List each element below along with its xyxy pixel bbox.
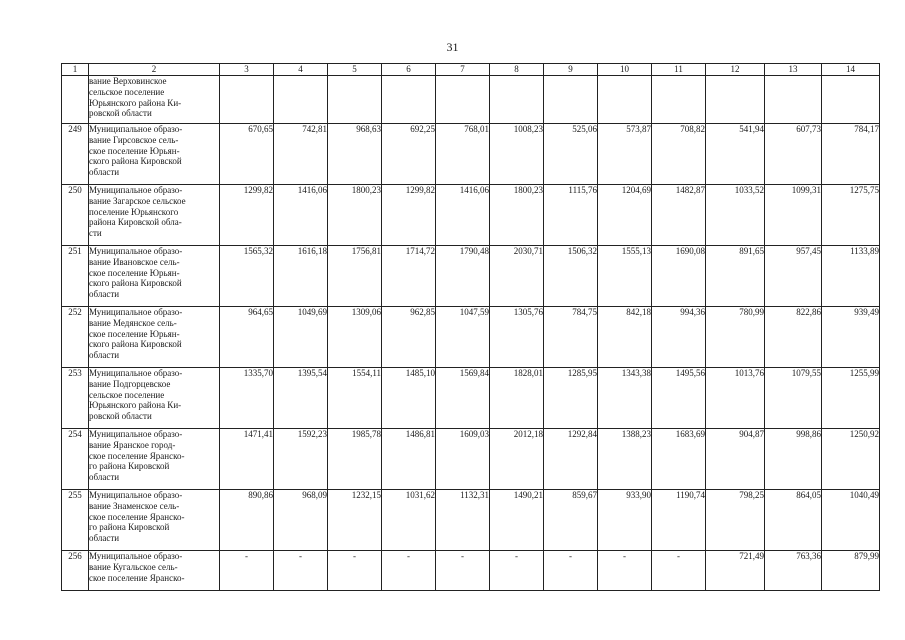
municipality-name-line: области — [89, 289, 120, 300]
value-cell-col-10: 1343,38 — [598, 368, 652, 429]
municipality-name — [89, 307, 220, 368]
column-header-7: 7 — [436, 64, 490, 76]
table-row — [62, 429, 880, 490]
value-cell-col-7: 1790,48 — [436, 246, 490, 307]
value-cell-col-13 — [765, 76, 822, 124]
value-cell-col-5: - — [328, 551, 382, 591]
value-cell-col-7: - — [436, 551, 490, 591]
column-header-1: 1 — [62, 64, 89, 76]
municipality-name — [89, 76, 220, 124]
table-header — [62, 64, 880, 76]
column-header-12: 12 — [706, 64, 765, 76]
value-cell-col-13: 998,86 — [765, 429, 822, 490]
municipality-name — [89, 490, 220, 551]
value-cell-col-5: 968,63 — [328, 124, 382, 185]
value-cell-col-8: 2012,18 — [490, 429, 544, 490]
value-cell-col-11: 1495,56 — [652, 368, 706, 429]
value-cell-col-5: 1800,23 — [328, 185, 382, 246]
value-cell-col-6: 1714,72 — [382, 246, 436, 307]
column-header-4: 4 — [274, 64, 328, 76]
value-cell-col-7 — [436, 76, 490, 124]
value-cell-col-6 — [382, 76, 436, 124]
municipality-name-line: ское поселение Яранско- — [89, 450, 185, 461]
value-cell-col-3 — [220, 76, 274, 124]
value-cell-col-3: 670,65 — [220, 124, 274, 185]
municipality-name — [89, 124, 220, 185]
value-cell-col-9: 525,06 — [544, 124, 598, 185]
value-cell-col-12: 1033,52 — [706, 185, 765, 246]
value-cell-col-5 — [328, 76, 382, 124]
value-cell-col-3: 1565,32 — [220, 246, 274, 307]
value-cell-col-6: 1299,82 — [382, 185, 436, 246]
municipality-name-line: вание Подгорцевское — [89, 378, 171, 389]
value-cell-col-7: 1416,06 — [436, 185, 490, 246]
value-cell-col-4: 1416,06 — [274, 185, 328, 246]
municipality-name-line: ское поселение Яранско- — [89, 511, 185, 522]
column-header-13: 13 — [765, 64, 822, 76]
table-row — [62, 246, 880, 307]
column-header-9: 9 — [544, 64, 598, 76]
value-cell-col-10: 933,90 — [598, 490, 652, 551]
municipality-name-line: поселение Юрьянского — [89, 206, 179, 217]
column-header-10: 10 — [598, 64, 652, 76]
municipality-name-line: ского района Кировской — [89, 278, 182, 289]
table-row — [62, 551, 880, 591]
value-cell-col-7: 1047,59 — [436, 307, 490, 368]
value-cell-col-3: 1471,41 — [220, 429, 274, 490]
table-row — [62, 185, 880, 246]
column-header-3: 3 — [220, 64, 274, 76]
value-cell-col-13: 822,86 — [765, 307, 822, 368]
value-cell-col-8: 1800,23 — [490, 185, 544, 246]
value-cell-col-10: 1555,13 — [598, 246, 652, 307]
municipality-name-line: Муниципальное образо- — [89, 185, 183, 195]
municipality-name-line: сти — [89, 228, 102, 239]
value-cell-col-10: 1388,23 — [598, 429, 652, 490]
value-cell-col-14: 784,17 — [822, 124, 880, 185]
value-cell-col-4: 1592,23 — [274, 429, 328, 490]
value-cell-col-7: 768,01 — [436, 124, 490, 185]
header-row — [62, 64, 880, 76]
row-number: 255 — [62, 490, 89, 551]
value-cell-col-3: 964,65 — [220, 307, 274, 368]
value-cell-col-5: 1985,78 — [328, 429, 382, 490]
row-number: 249 — [62, 124, 89, 185]
value-cell-col-4: 1395,54 — [274, 368, 328, 429]
table-row — [62, 124, 880, 185]
value-cell-col-12: 798,25 — [706, 490, 765, 551]
municipality-name-line: ское поселение Яранско- — [89, 572, 185, 583]
table-row — [62, 490, 880, 551]
value-cell-col-9 — [544, 76, 598, 124]
municipality-name-line: сельское поселение — [89, 86, 165, 97]
value-cell-col-8: 1490,21 — [490, 490, 544, 551]
value-cell-col-8: 1305,76 — [490, 307, 544, 368]
value-cell-col-9: - — [544, 551, 598, 591]
municipality-name-line: ского района Кировской — [89, 156, 182, 167]
municipality-name-line: вание Кугальское сель- — [89, 561, 178, 572]
value-cell-col-7: 1609,03 — [436, 429, 490, 490]
municipality-name-line: Муниципальное образо- — [89, 490, 183, 500]
value-cell-col-14: 1133,89 — [822, 246, 880, 307]
row-number: 253 — [62, 368, 89, 429]
value-cell-col-11: 1690,08 — [652, 246, 706, 307]
value-cell-col-10: 842,18 — [598, 307, 652, 368]
value-cell-col-3: 1299,82 — [220, 185, 274, 246]
value-cell-col-9: 1115,76 — [544, 185, 598, 246]
value-cell-col-10: 1204,69 — [598, 185, 652, 246]
value-cell-col-5: 1309,06 — [328, 307, 382, 368]
value-cell-col-5: 1554,11 — [328, 368, 382, 429]
municipality-name-line: Муниципальное образо- — [89, 307, 183, 317]
value-cell-col-9: 1285,95 — [544, 368, 598, 429]
value-cell-col-14: 1040,49 — [822, 490, 880, 551]
value-cell-col-14 — [822, 76, 880, 124]
value-cell-col-6: 1485,10 — [382, 368, 436, 429]
value-cell-col-5: 1232,15 — [328, 490, 382, 551]
value-cell-col-11: 994,36 — [652, 307, 706, 368]
value-cell-col-14: 879,99 — [822, 551, 880, 591]
value-cell-col-13: 607,73 — [765, 124, 822, 185]
value-cell-col-11: 708,82 — [652, 124, 706, 185]
municipality-name-line: ское поселение Юрьян- — [89, 145, 180, 156]
row-number: 251 — [62, 246, 89, 307]
value-cell-col-7: 1132,31 — [436, 490, 490, 551]
value-cell-col-3: 1335,70 — [220, 368, 274, 429]
column-header-5: 5 — [328, 64, 382, 76]
municipality-name-line: Муниципальное образо- — [89, 368, 183, 378]
value-cell-col-11: - — [652, 551, 706, 591]
municipality-name — [89, 246, 220, 307]
municipality-name — [89, 551, 220, 591]
value-cell-col-9: 1506,32 — [544, 246, 598, 307]
value-cell-col-11 — [652, 76, 706, 124]
value-cell-col-4 — [274, 76, 328, 124]
municipality-name-line: области — [89, 472, 120, 483]
municipality-name-line: вание Гирсовское сель- — [89, 134, 179, 145]
value-cell-col-12: 721,49 — [706, 551, 765, 591]
row-number: 252 — [62, 307, 89, 368]
value-cell-col-13: 957,45 — [765, 246, 822, 307]
value-cell-col-4: 1616,18 — [274, 246, 328, 307]
value-cell-col-7: 1569,84 — [436, 368, 490, 429]
municipality-name-line: вание Знаменское сель- — [89, 500, 180, 511]
value-cell-col-6: 1031,62 — [382, 490, 436, 551]
municipality-name-line: Муниципальное образо- — [89, 246, 183, 256]
value-cell-col-14: 1275,75 — [822, 185, 880, 246]
municipality-name-line: вание Верховинское — [89, 76, 167, 86]
value-cell-col-13: 763,36 — [765, 551, 822, 591]
value-cell-col-6: - — [382, 551, 436, 591]
value-cell-col-4: 1049,69 — [274, 307, 328, 368]
value-cell-col-4: 742,81 — [274, 124, 328, 185]
table-body — [62, 76, 880, 591]
municipality-name-line: ское поселение Юрьян- — [89, 328, 180, 339]
value-cell-col-6: 692,25 — [382, 124, 436, 185]
value-cell-col-11: 1190,74 — [652, 490, 706, 551]
value-cell-col-4: - — [274, 551, 328, 591]
municipality-name-line: Муниципальное образо- — [89, 429, 183, 439]
municipality-name-line: Муниципальное образо- — [89, 551, 183, 561]
row-number: 250 — [62, 185, 89, 246]
value-cell-col-11: 1482,87 — [652, 185, 706, 246]
municipality-name-line: области — [89, 350, 120, 361]
row-number: 254 — [62, 429, 89, 490]
municipality-name-line: области — [89, 167, 120, 178]
column-header-2: 2 — [89, 64, 220, 76]
value-cell-col-8: 2030,71 — [490, 246, 544, 307]
municipality-name-line: области — [89, 533, 120, 544]
value-cell-col-9: 859,67 — [544, 490, 598, 551]
value-cell-col-12: 891,65 — [706, 246, 765, 307]
municipality-name-line: Юрьянского района Ки- — [89, 400, 182, 411]
value-cell-col-4: 968,09 — [274, 490, 328, 551]
municipality-name-line: ровской области — [89, 108, 152, 119]
table-row — [62, 368, 880, 429]
municipality-name — [89, 368, 220, 429]
municipality-name-line: ское поселение Юрьян- — [89, 267, 180, 278]
value-cell-col-8: 1828,01 — [490, 368, 544, 429]
table-row — [62, 307, 880, 368]
value-cell-col-14: 939,49 — [822, 307, 880, 368]
municipality-name-line: сельское поселение — [89, 389, 165, 400]
municipality-name-line: Муниципальное образо- — [89, 124, 183, 134]
value-cell-col-10: - — [598, 551, 652, 591]
municipality-name-line: ровской области — [89, 411, 152, 422]
value-cell-col-12: 780,99 — [706, 307, 765, 368]
municipality-name-line: вание Яранское город- — [89, 439, 176, 450]
value-cell-col-8: 1008,23 — [490, 124, 544, 185]
municipality-name-line: вание Медянское сель- — [89, 317, 177, 328]
column-header-6: 6 — [382, 64, 436, 76]
value-cell-col-12: 1013,76 — [706, 368, 765, 429]
row-number — [62, 76, 89, 124]
municipality-name-line: ского района Кировской — [89, 339, 182, 350]
column-header-14: 14 — [822, 64, 880, 76]
municipality-name-line: района Кировской обла- — [89, 217, 182, 228]
municipality-name-line: го района Кировской — [89, 522, 170, 533]
value-cell-col-3: - — [220, 551, 274, 591]
column-header-11: 11 — [652, 64, 706, 76]
municipality-name — [89, 429, 220, 490]
value-cell-col-14: 1250,92 — [822, 429, 880, 490]
value-cell-col-12 — [706, 76, 765, 124]
value-cell-col-9: 784,75 — [544, 307, 598, 368]
value-cell-col-12: 541,94 — [706, 124, 765, 185]
value-cell-col-6: 1486,81 — [382, 429, 436, 490]
page-number: 31 — [446, 40, 459, 54]
value-cell-col-11: 1683,69 — [652, 429, 706, 490]
row-number: 256 — [62, 551, 89, 591]
column-header-8: 8 — [490, 64, 544, 76]
value-cell-col-3: 890,86 — [220, 490, 274, 551]
value-cell-col-8: - — [490, 551, 544, 591]
table-row — [62, 76, 880, 124]
municipality-name-line: го района Кировской — [89, 461, 170, 472]
value-cell-col-13: 864,05 — [765, 490, 822, 551]
value-cell-col-5: 1756,81 — [328, 246, 382, 307]
value-cell-col-12: 904,87 — [706, 429, 765, 490]
value-cell-col-9: 1292,84 — [544, 429, 598, 490]
municipality-name-line: вание Загарское сельское — [89, 195, 186, 206]
value-cell-col-10: 573,87 — [598, 124, 652, 185]
value-cell-col-13: 1079,55 — [765, 368, 822, 429]
value-cell-col-6: 962,85 — [382, 307, 436, 368]
value-cell-col-13: 1099,31 — [765, 185, 822, 246]
municipality-name-line: Юрьянского района Ки- — [89, 97, 182, 108]
municipality-name-line: вание Ивановское сель- — [89, 256, 180, 267]
value-cell-col-10 — [598, 76, 652, 124]
municipality-name — [89, 185, 220, 246]
value-cell-col-14: 1255,99 — [822, 368, 880, 429]
tariff-table — [61, 63, 880, 591]
value-cell-col-8 — [490, 76, 544, 124]
